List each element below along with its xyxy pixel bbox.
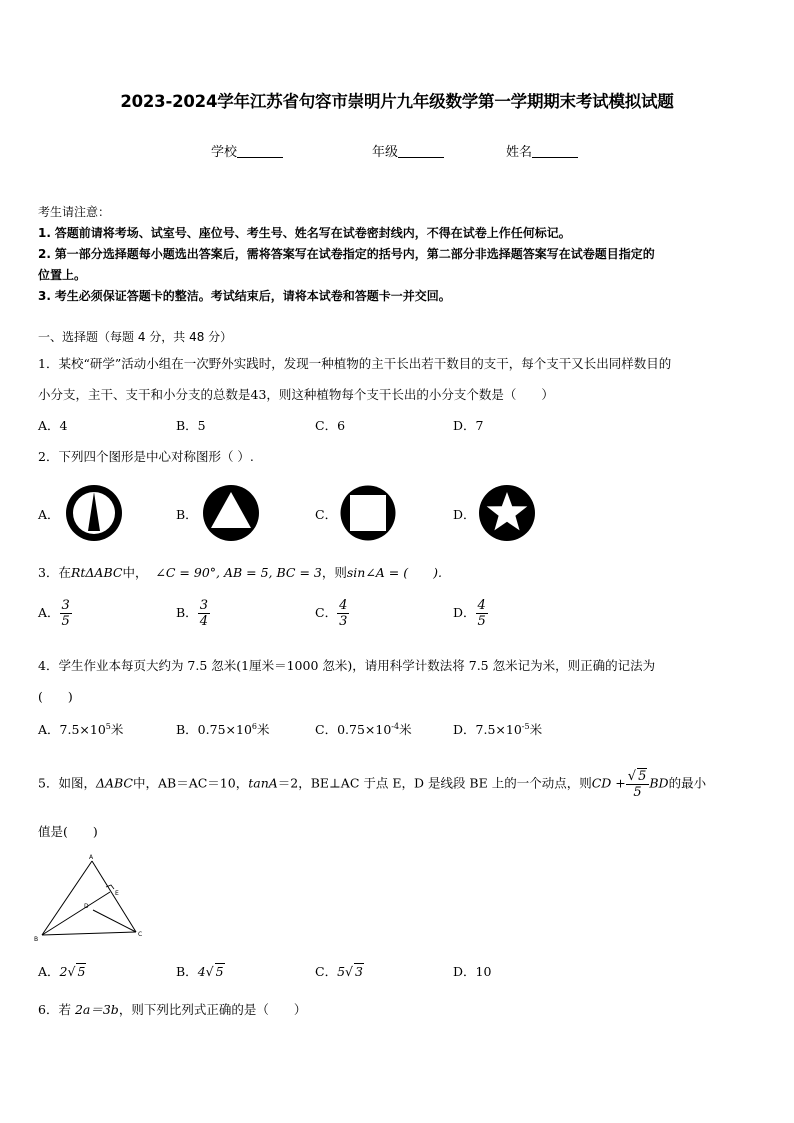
q2-option-c: C． (315, 507, 338, 522)
q4-line1: 4．学生作业本每页大约为 7.5 忽米(1厘米＝1000 忽米)，请用科学计数法将 7.5 忽米记为米，则正确的记法为 (38, 658, 656, 673)
q5-stem: 5．如图，ΔABC中，AB＝AC＝10，tanA＝2，BE⊥AC 于点 E，D 是线段 BE 上的一个动点，则CD + $\frac{√ 5}{5}$ BD的最小 (38, 769, 707, 800)
notice-item: 2. 第一部分选择题每小题选出答案后，需将答案写在试卷指定的括号内，第二部分非选择题答案写在试卷题目指定的 (38, 247, 655, 261)
label-b: B (34, 936, 39, 943)
section-heading: 一、选择题（每题 4 分，共 48 分） (38, 330, 233, 344)
q1-option-b: B．5 (176, 418, 206, 433)
q5-option-a: A．2√ 5 (38, 964, 86, 979)
q2-option-d: D． (453, 507, 476, 522)
q2-figure-b (202, 484, 260, 542)
q1-line2: 小分支，主干、支干和小分支的总数是43，则这种植物每个支干长出的小分支个数是（ ） (38, 387, 554, 402)
q5-line2: 值是( ) (38, 824, 98, 839)
q1-option-a: A．4 (38, 418, 68, 433)
q5-option-c: C．5√ 3 (315, 964, 363, 979)
name-blank (532, 145, 578, 158)
q1-option-d: D．7 (453, 418, 484, 433)
label-c: C (138, 931, 143, 938)
q4-option-d: D．$7.5\times 10^{-5}$米 (453, 721, 543, 737)
q3-option-d: D． $\frac{4}{5}$ (453, 598, 486, 629)
q5-option-d: D．10 (453, 964, 492, 979)
name-field (506, 141, 578, 160)
q2-figure-d (478, 484, 536, 542)
notice-item: 3. 考生必须保证答题卡的整洁。考试结束后，请将本试卷和答题卡一并交回。 (38, 289, 451, 303)
q4-option-b: B．$0.75\times 10^6$米 (176, 721, 270, 737)
label-e: E (115, 890, 119, 897)
q4-option-a: A．$7.5\times 10^5$米 (38, 721, 124, 737)
label-a: A (89, 854, 94, 861)
q3-option-a: A． $\frac{3}{5}$ (38, 598, 70, 629)
label-d: D (84, 903, 89, 910)
page-title: 2023-2024学年江苏省句容市崇明片九年级数学第一学期期末考试模拟试题 (120, 92, 674, 111)
name-label: 姓名 (506, 145, 533, 160)
q2-option-b: B． (176, 507, 198, 522)
notice-item: 位置上。 (38, 268, 87, 282)
q3-option-b: B． $\frac{3}{4}$ (176, 598, 208, 629)
q2-figure-a (65, 484, 123, 542)
q1-option-c: C．6 (315, 418, 346, 433)
q2-stem: 2．下列四个图形是中心对称图形（ ）. (38, 449, 254, 464)
notice-item: 1. 答题前请将考场、试室号、座位号、考生号、姓名写在试卷密封线内，不得在试卷上作任何标记。 (38, 226, 571, 240)
q3-stem: 3．在RtΔABC中， ∠C = 90°, AB = 5, BC = 3，则sin∠A = ( ). (38, 565, 442, 580)
q5-triangle-figure (30, 850, 155, 945)
q2-option-a: A． (38, 507, 60, 522)
q3-option-c: C． $\frac{4}{3}$ (315, 598, 348, 629)
q6-stem: 6．若 2a＝3b，则下列比列式正确的是（ ） (38, 1002, 307, 1017)
q4-line2: ( ) (38, 689, 73, 704)
q2-figure-c (340, 485, 396, 541)
grade-label: 年级 (372, 145, 399, 160)
grade-blank (398, 145, 444, 158)
q1-line1: 1．某校“研学”活动小组在一次野外实践时，发现一种植物的主干长出若干数目的支干，每个支干又长出同样数目的 (38, 356, 672, 371)
q4-option-c: C．$0.75\times 10^{-4}$米 (315, 721, 412, 737)
grade-field (372, 141, 444, 160)
school-label: 学校 (211, 145, 238, 160)
school-blank (237, 145, 283, 158)
notice-heading: 考生请注意： (38, 205, 111, 219)
q5-option-b: B．4√ 5 (176, 964, 224, 979)
school-field (211, 141, 283, 160)
